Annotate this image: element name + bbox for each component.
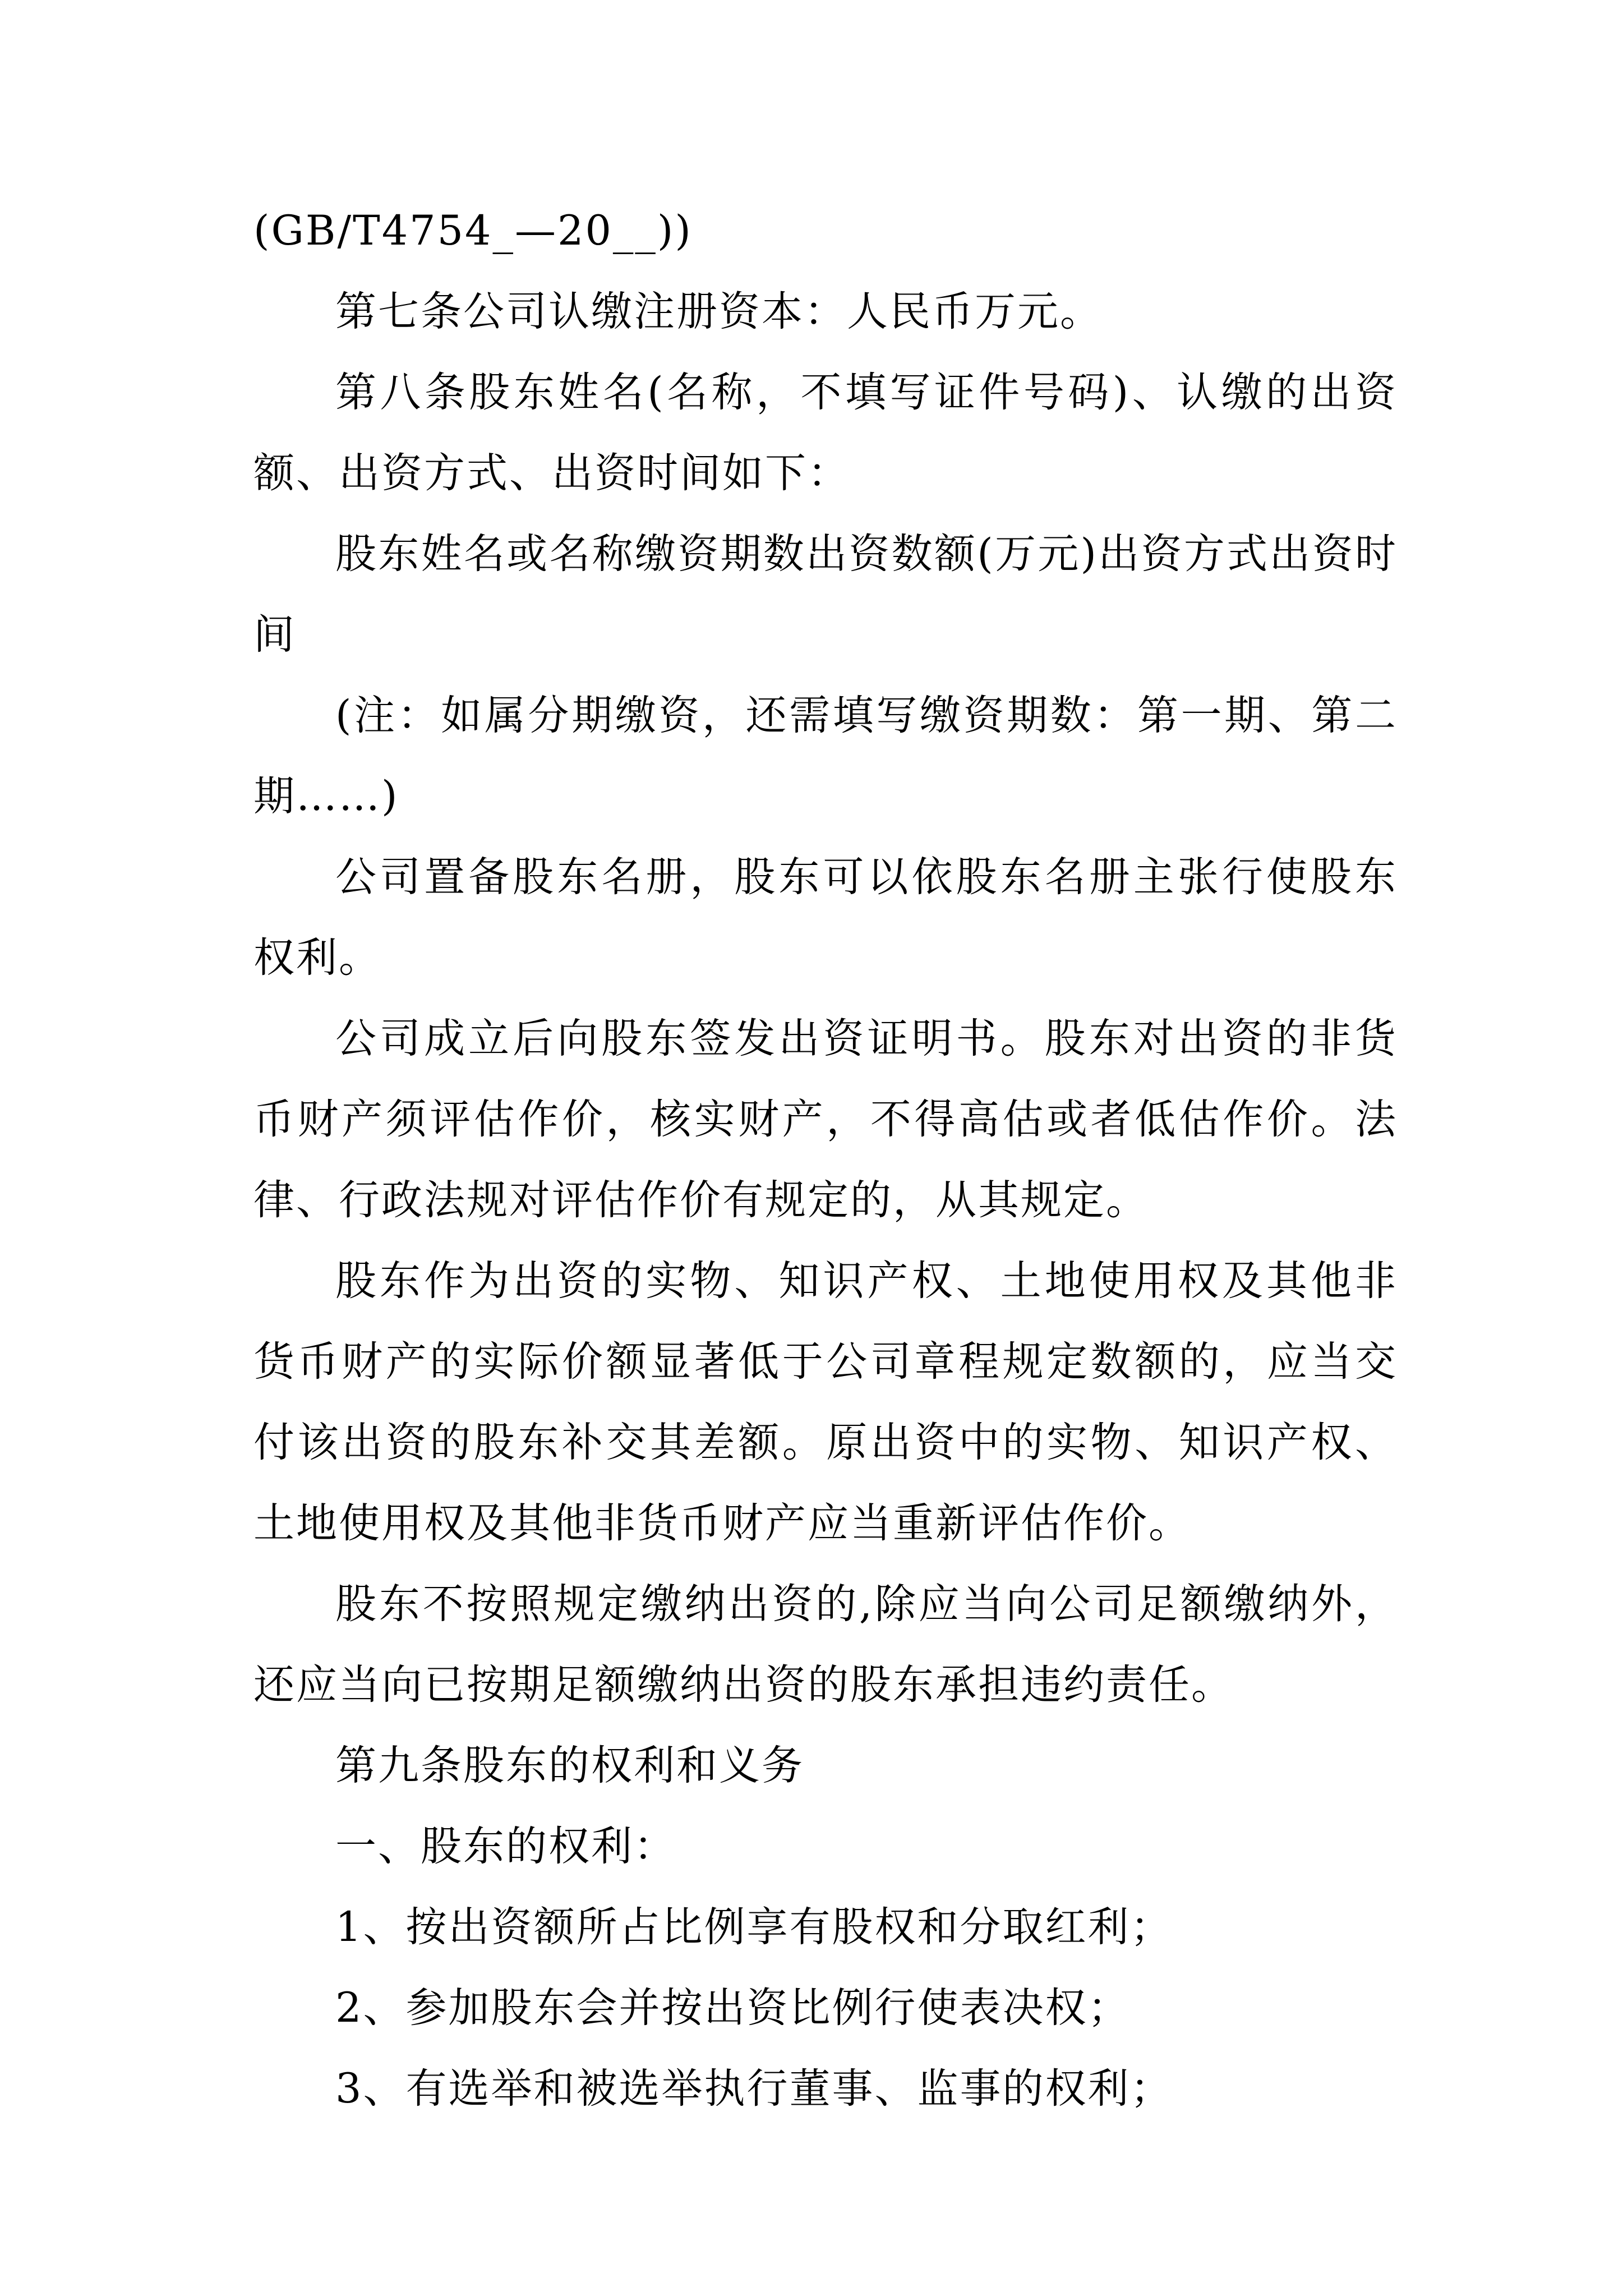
paragraph-installment-note: (注：如属分期缴资，还需填写缴资期数：第一期、第二期……) — [253, 692, 1398, 820]
paragraph-article-8: 第八条股东姓名(名称，不填写证件号码)、认缴的出资额、出资方式、出资时间如下： — [253, 369, 1398, 497]
paragraph-shareholder-table-header: 股东姓名或名称缴资期数出资数额(万元)出资方式出资时间 — [253, 530, 1398, 659]
paragraph-non-monetary-assets: 股东作为出资的实物、知识产权、土地使用权及其他非货币财产的实际价额显著低于公司章程规定数额的，应当交付该出资的股东补交其差额。原出资中的实物、知识产权、土地使用权及其他非货币财产应当重新评估作价。 — [253, 1257, 1398, 1547]
list-item-right-3: 3、有选举和被选举执行董事、监事的权利； — [335, 2065, 1173, 2113]
paragraph-capital-certificate: 公司成立后向股东签发出资证明书。股东对出资的非货币财产须评估作价，核实财产，不得高估或者低估作价。法律、行政法规对评估作价有规定的，从其规定。 — [253, 1015, 1398, 1224]
list-item-right-1: 1、按出资额所占比例享有股权和分取红利； — [335, 1903, 1173, 1951]
paragraph-rights-heading: 一、股东的权利： — [335, 1823, 676, 1870]
paragraph-article-7: 第七条公司认缴注册资本：人民币万元。 — [335, 288, 1103, 335]
paragraph-shareholder-register: 公司置备股东名册，股东可以依股东名册主张行使股东权利。 — [253, 853, 1398, 982]
document-body — [253, 191, 1398, 2129]
list-item-right-2: 2、参加股东会并按出资比例行使表决权； — [335, 1984, 1131, 2032]
paragraph-default-liability: 股东不按照规定缴纳出资的,除应当向公司足额缴纳外，还应当向已按期足额缴纳出资的股东承担违约责任。 — [253, 1580, 1398, 1709]
paragraph-standard-code: (GB/T4754_—20__)) — [253, 207, 693, 255]
paragraph-article-9: 第九条股东的权利和义务 — [335, 1742, 804, 1789]
